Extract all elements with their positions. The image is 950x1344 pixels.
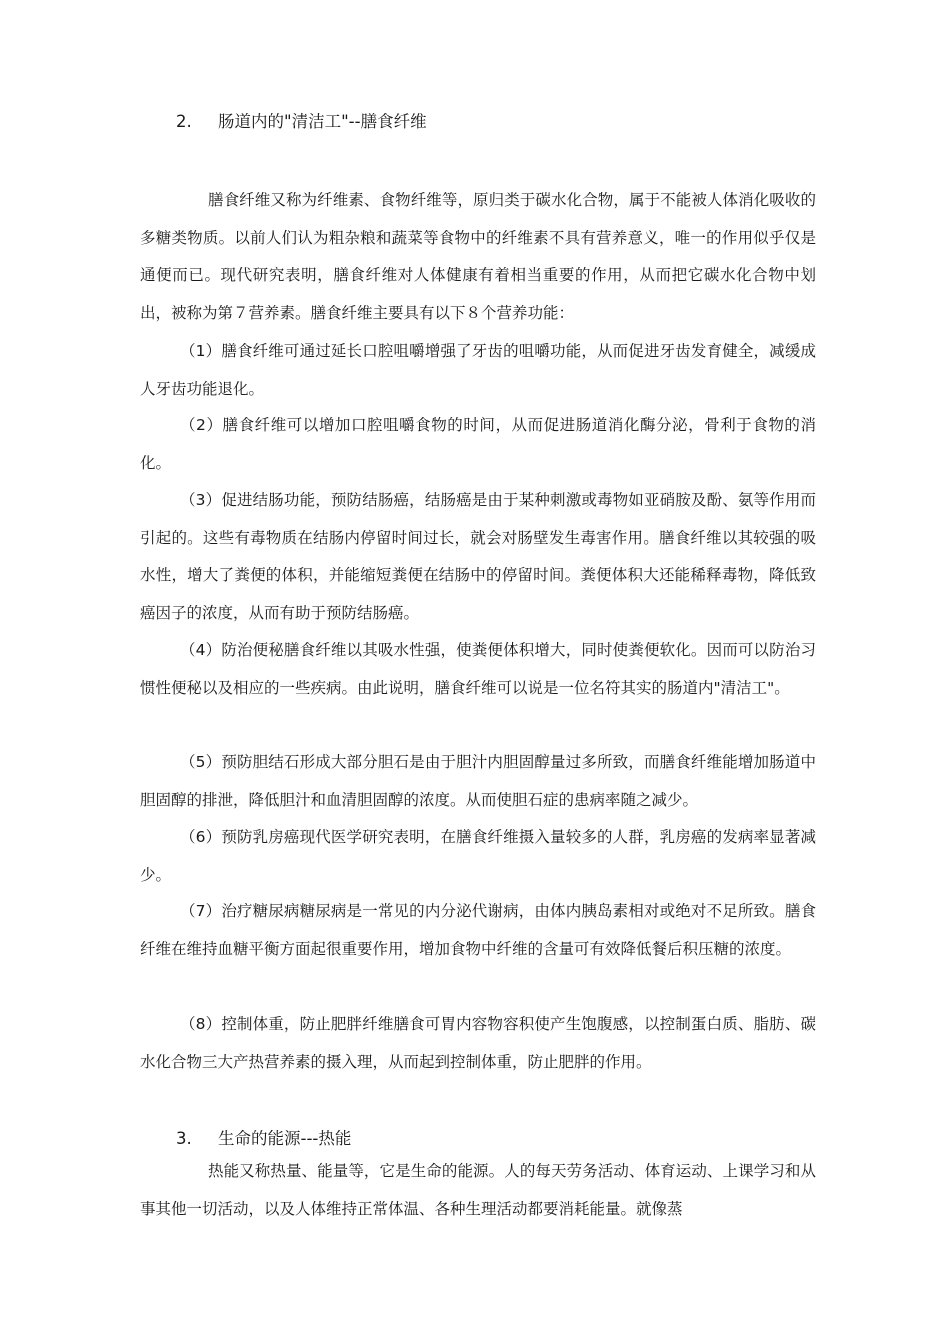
function-item: （1）膳食纤维可通过延长口腔咀嚼增强了牙齿的咀嚼功能，从而促进牙齿发育健全，减缓成人牙齿功能退化。 [140,342,816,398]
function-item: （7）治疗糖尿病糖尿病是一常见的内分泌代谢病，由体内胰岛素相对或绝对不足所致。膳食纤维在维持血糖平衡方面起很重要作用，增加食物中纤维的含量可有效降低餐后积压糖的浓度。 [140,902,816,958]
section-number: 2. [176,112,192,131]
intro-paragraph: 膳食纤维又称为纤维素、食物纤维等，原归类于碳水化合物，属于不能被人体消化吸收的多糖类物质。以前人们认为粗杂粮和蔬菜等食物中的纤维素不具有营养意义，唯一的作用似乎仅是通便而已。现代研究表明，膳食纤维对人体健康有着相当重要的作用，从而把它碳水化合物中划出，被称为第７营养素。膳食纤维主要具有以下８个营养功能： [140,191,816,322]
intro-paragraph: 热能又称热量、能量等，它是生命的能源。人的每天劳务活动、体育运动、上课学习和从事其他一切活动，以及人体维持正常体温、各种生理活动都要消耗能量。就像蒸 [140,1162,816,1218]
section-title: 肠道内的"清洁工"--膳食纤维 [218,112,427,131]
function-item: （3）促进结肠功能，预防结肠癌，结肠癌是由于某种刺激或毒物如亚硝胺及酚、氨等作用而引起的。这些有毒物质在结肠内停留时间过长，就会对肠壁发生毒害作用。膳食纤维以其较强的吸水性，增大了粪便的体积，并能缩短粪便在结肠中的停留时间。粪便体积大还能稀释毒物，降低致癌因子的浓度，从而有助于预防结肠癌。 [140,491,816,622]
function-item: （6）预防乳房癌现代医学研究表明，在膳食纤维摄入量较多的人群，乳房癌的发病率显著减少。 [140,828,816,884]
section-heading [176,1127,351,1151]
function-item: （2）膳食纤维可以增加口腔咀嚼食物的时间，从而促进肠道消化酶分泌，骨利于食物的消化。 [140,416,816,472]
section-title: 生命的能源---热能 [218,1129,352,1148]
section-heading [176,110,427,134]
section-number: 3. [176,1129,192,1148]
function-item: （5）预防胆结石形成大部分胆石是由于胆汁内胆固醇量过多所致，而膳食纤维能增加肠道中胆固醇的排泄，降低胆汁和血清胆固醇的浓度。从而使胆石症的患病率随之减少。 [140,753,816,809]
function-item: （8）控制体重，防止肥胖纤维膳食可胃内容物容积使产生饱腹感，以控制蛋白质、脂肪、碳水化合物三大产热营养素的摄入理，从而起到控制体重，防止肥胖的作用。 [140,1015,816,1071]
function-item: （4）防治便秘膳食纤维以其吸水性强，使粪便体积增大，同时使粪便软化。因而可以防治习惯性便秘以及相应的一些疾病。由此说明，膳食纤维可以说是一位名符其实的肠道内"清洁工"。 [140,641,816,697]
